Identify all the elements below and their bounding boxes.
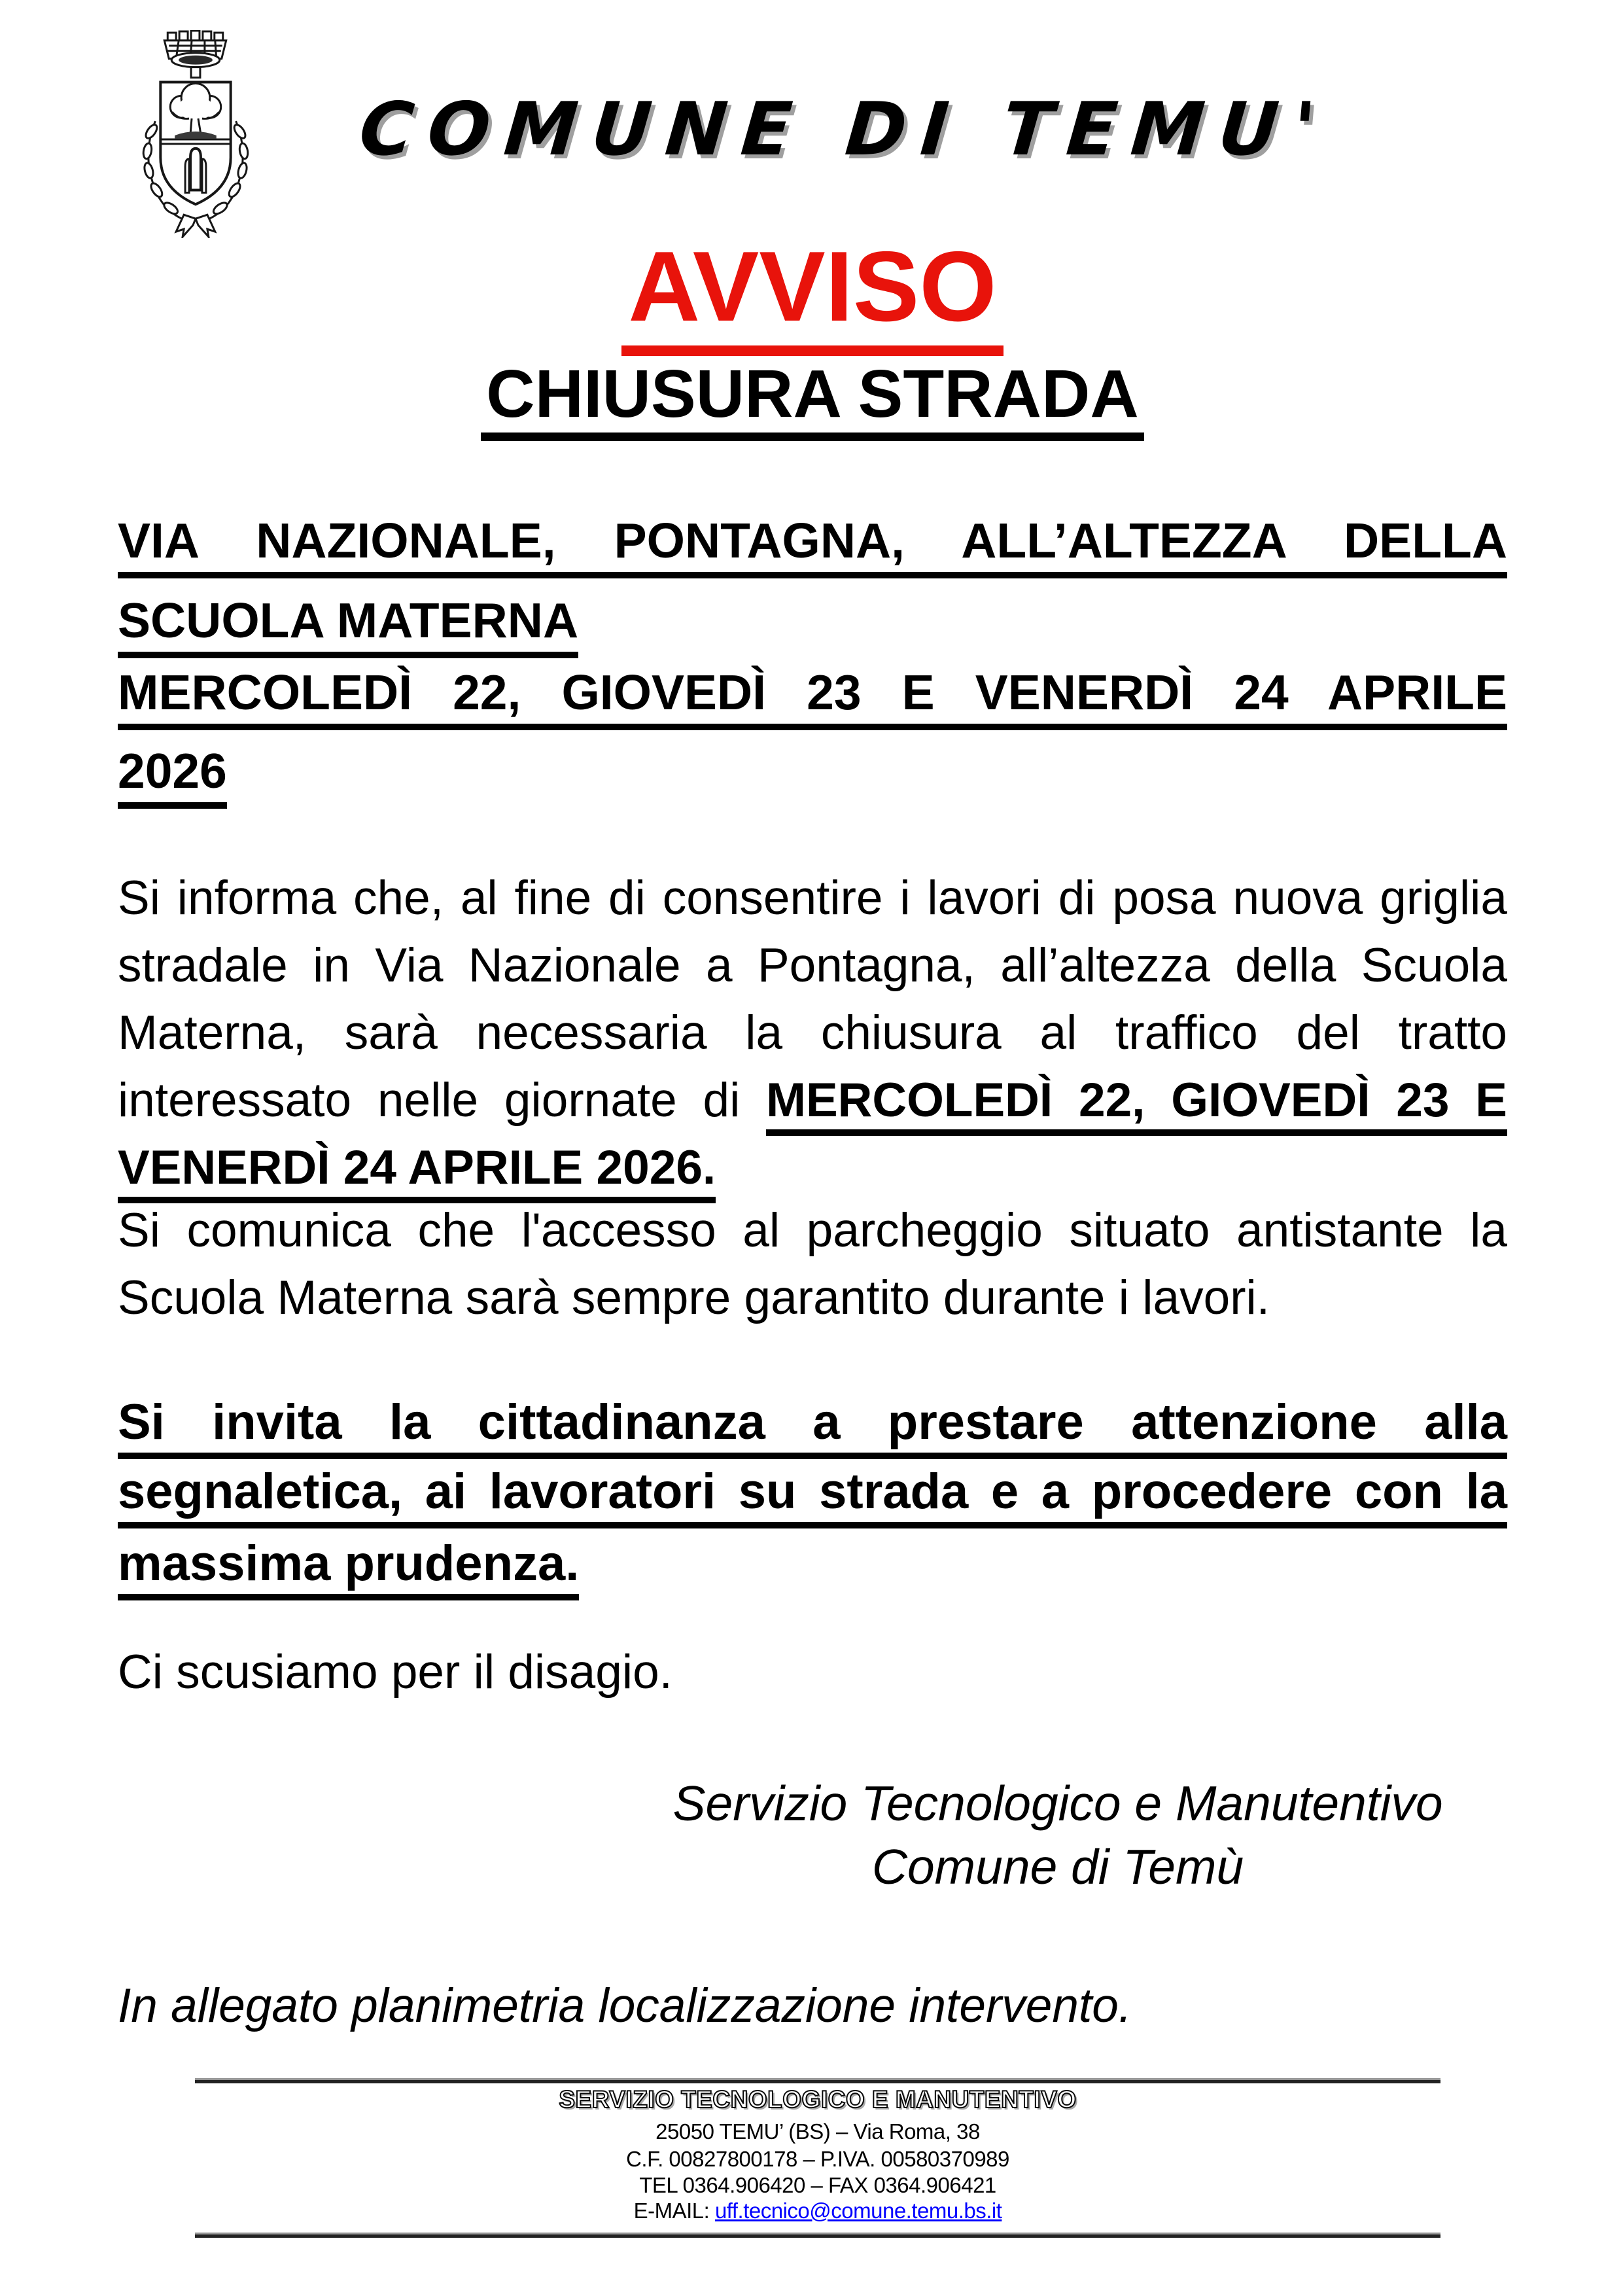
signature-municipality: Comune di Temù [871, 1839, 1244, 1894]
paragraph-1-line-3 [118, 1006, 1507, 1059]
warning-text: Si invita la cittadinanza a prestare attenzione alla [118, 1394, 1507, 1459]
footer-top-rule [195, 2080, 1440, 2083]
paragraph-text: Si informa che, al fine di consentire i lavori di posa nuova griglia [118, 872, 1507, 925]
shield-icon [160, 82, 230, 205]
heading-line-3-text: MERCOLEDÌ 22, GIOVEDÌ 23 E VENERDÌ 24 APRILE [118, 665, 1507, 730]
municipal-coat-of-arms-icon [133, 30, 257, 238]
closure-dates-emphasis: MERCOLEDÌ 22, GIOVEDÌ 23 E [766, 1074, 1507, 1136]
heading-line-4 [118, 743, 1507, 798]
paragraph-2-line-1 [118, 1204, 1507, 1257]
heading-line-2 [118, 593, 1507, 648]
heading-line-1 [118, 513, 1507, 568]
footer-bottom-rule [195, 2234, 1440, 2238]
heading-line-2-text: SCUOLA MATERNA [118, 593, 578, 658]
heading-line-1-text: VIA NAZIONALE, PONTAGNA, ALL’ALTEZZA DELLA [118, 513, 1507, 578]
paragraph-1-line-2 [118, 939, 1507, 992]
notice-title: AVVISO [621, 237, 1003, 356]
notice-subtitle-row [118, 356, 1507, 441]
closure-dates-emphasis: VENERDÌ 24 APRILE 2026. [118, 1141, 716, 1203]
warning-line-3 [118, 1536, 1507, 1591]
heading-line-3 [118, 665, 1507, 720]
warning-text: massima prudenza. [118, 1536, 579, 1600]
footer-phone-fax: TEL 0364.906420 – FAX 0364.906421 [639, 2173, 996, 2197]
footer-address: 25050 TEMU’ (BS) – Via Roma, 38 [655, 2119, 980, 2144]
paragraph-text: stradale in Via Nazionale a Pontagna, all’altezza della Scuola [118, 939, 1507, 992]
crown-icon [164, 31, 226, 78]
paragraph-1-line-5 [118, 1141, 1507, 1194]
paragraph-text: Si comunica che l'accesso al parcheggio situato antistante la [118, 1204, 1507, 1257]
notice-subtitle: CHIUSURA STRADA [481, 360, 1144, 441]
notice-title-row [118, 231, 1507, 356]
municipality-name: COMUNE DI TEMU' [356, 87, 1333, 172]
warning-line-2 [118, 1464, 1507, 1519]
warning-line-1 [118, 1394, 1507, 1450]
footer-fiscal-codes: C.F. 00827800178 – P.IVA. 00580370989 [626, 2147, 1009, 2171]
paragraph-1-line-1 [118, 872, 1507, 925]
paragraph-1-line-4 [118, 1074, 1507, 1127]
attachment-note: In allegato planimetria localizzazione intervento. [118, 1979, 1132, 2032]
email-label: E-MAIL: [633, 2199, 710, 2223]
email-link[interactable]: uff.tecnico@comune.temu.bs.it [714, 2199, 1002, 2223]
paragraph-2-line-2 [118, 1271, 1507, 1324]
paragraph-text: Materna, sarà necessaria la chiusura al traffico del tratto [118, 1006, 1507, 1059]
footer-office-name: SERVIZIO TECNOLOGICO E MANUTENTIVO [559, 2086, 1077, 2113]
paragraph-text: Ci scusiamo per il disagio. [118, 1646, 672, 1699]
footer-email-line [196, 2199, 1439, 2223]
warning-text: segnaletica, ai lavoratori su strada e a procedere con la [118, 1464, 1507, 1528]
signature-office: Servizio Tecnologico e Manutentivo [672, 1776, 1443, 1831]
paragraph-text: Scuola Materna sarà sempre garantito durante i lavori. [118, 1271, 1270, 1324]
heading-line-4-text: 2026 [118, 743, 227, 809]
apology-line [118, 1646, 1507, 1699]
paragraph-text: interessato nelle giornate di [118, 1074, 767, 1127]
